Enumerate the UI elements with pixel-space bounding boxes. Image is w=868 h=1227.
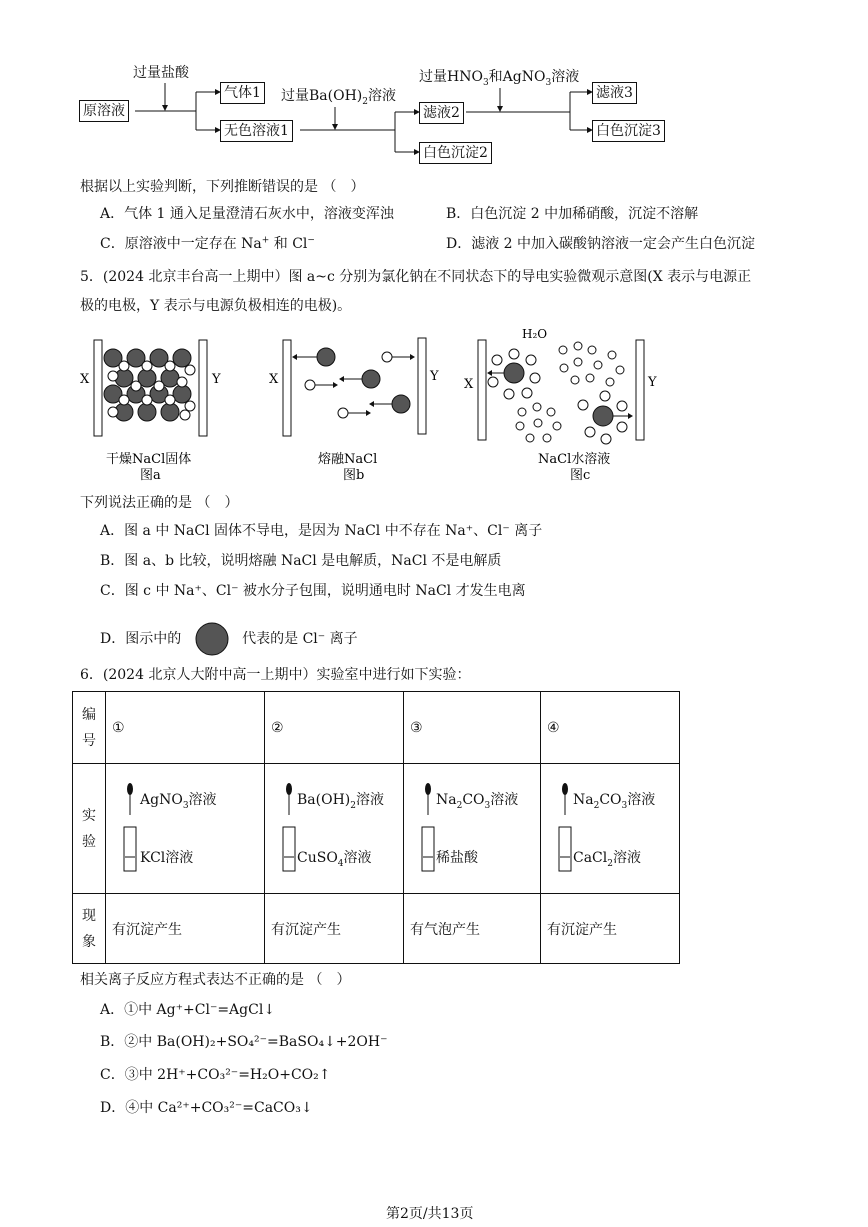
- phenomenon-cell-3: 有气泡产生: [404, 894, 541, 964]
- q5-option-b[interactable]: B．图 a、b 比较，说明熔融 NaCl 是电解质，NaCl 不是电解质: [100, 553, 502, 569]
- fig-c-x-label: X: [464, 377, 474, 392]
- fig-a-y-label: Y: [212, 372, 221, 387]
- q6-question: 相关离子反应方程式表达不正确的是 （ ）: [80, 972, 351, 988]
- id-cell-1: ①: [106, 692, 265, 764]
- row-header-phenomenon: 现象: [73, 894, 106, 964]
- flow-reagent-1: 过量盐酸: [133, 65, 189, 81]
- reagent-top-4: $Na_2CO_3$溶液: [573, 791, 656, 811]
- table-row-experiments: [73, 764, 680, 894]
- fig-b-x-label: X: [269, 372, 279, 387]
- flow-start-box: 原溶液: [79, 100, 129, 122]
- fig-a-x-label: X: [80, 372, 90, 387]
- dropper-tube-icon: [120, 769, 150, 889]
- q6-option-b[interactable]: B．②中 Ba(OH)₂+SO₄²⁻=BaSO₄↓+2OH⁻: [100, 1034, 388, 1050]
- figure-c: [478, 340, 644, 444]
- q4-option-c[interactable]: C．原溶液中一定存在 Na+ 和 Cl−: [100, 235, 315, 252]
- fig-c-caption-1: NaCl水溶液: [538, 452, 611, 467]
- q4-stem: 根据以上实验判断，下列推断错误的是 （ ）: [80, 179, 365, 195]
- flow-reagent-3: 过量$HNO_3$和AgNO$_3$溶液: [419, 69, 580, 88]
- q6-option-c[interactable]: C．③中 2H⁺+CO₃²⁻=H₂O+CO₂↑: [100, 1067, 331, 1083]
- q6-option-d[interactable]: D．④中 Ca²⁺+CO₃²⁻=CaCO₃↓: [100, 1100, 313, 1116]
- reagent-bottom-1: KCl溶液: [140, 849, 194, 866]
- experiment-cell-1: [106, 764, 265, 894]
- row-header-experiment: 实验: [73, 764, 106, 894]
- q6-stem: 6．(2024 北京人大附中高一上期中）实验室中进行如下实验：: [80, 667, 471, 683]
- flow-precip-3-box: 白色沉淀3: [592, 120, 665, 142]
- figure-b: [283, 338, 426, 436]
- reagent-top-1: AgNO$_3$溶液: [140, 791, 217, 811]
- experiment-cell-4: [541, 764, 680, 894]
- dropper-tube-icon: [418, 769, 448, 889]
- reagent-top-2: $Ba(OH)_2$溶液: [297, 791, 384, 811]
- fig-b-y-label: Y: [430, 369, 439, 384]
- fig-c-water-label: H₂O: [522, 327, 548, 341]
- dropper-tube-icon: [279, 769, 309, 889]
- fig-b-caption-1: 熔融NaCl: [318, 452, 378, 467]
- q5-option-d[interactable]: D．图示中的 代表的是 Cl⁻ 离子: [100, 622, 358, 656]
- flow-reagent-2: 过量$Ba(OH)_2$溶液: [281, 88, 396, 107]
- page-number: 第2页/共13页: [386, 1206, 474, 1222]
- q5-stem-line2: 极的电极，Y 表示与电源负极相连的电极)。: [80, 298, 352, 314]
- fig-c-caption-2: 图c: [570, 468, 591, 483]
- reagent-top-3: $Na_2CO_3$溶液: [436, 791, 519, 811]
- q4-option-d[interactable]: D．滤液 2 中加入碳酸钠溶液一定会产生白色沉淀: [446, 236, 756, 252]
- fig-c-y-label: Y: [648, 375, 657, 390]
- flow-solution-1-box: 无色溶液1: [220, 120, 293, 142]
- reagent-bottom-2: CuSO$_4$溶液: [297, 849, 372, 869]
- flow-gas-1-box: 气体1: [220, 82, 265, 104]
- q5-figures: [0, 320, 868, 490]
- q5-stem-line1: 5．(2024 北京丰台高一上期中）图 a~c 分别为氯化钠在不同状态下的导电实验微观示意图(X 表示与电源正: [80, 269, 752, 285]
- id-cell-2: ②: [265, 692, 404, 764]
- q6-option-a[interactable]: A．①中 Ag⁺+Cl⁻=AgCl↓: [100, 1002, 276, 1018]
- fig-a-caption-1: 干燥NaCl固体: [106, 452, 192, 467]
- q5-option-a[interactable]: A．图 a 中 NaCl 固体不导电，是因为 NaCl 中不存在 Na⁺、Cl⁻ 离子: [100, 523, 543, 539]
- reagent-bottom-3: 稀盐酸: [436, 849, 478, 866]
- dropper-tube-icon: [555, 769, 585, 889]
- phenomenon-cell-1: 有沉淀产生: [106, 894, 265, 964]
- reagent-bottom-4: CaCl$_2$溶液: [573, 849, 641, 869]
- id-cell-4: ④: [541, 692, 680, 764]
- fig-a-caption-2: 图a: [140, 468, 161, 483]
- phenomenon-cell-2: 有沉淀产生: [265, 894, 404, 964]
- fig-b-caption-2: 图b: [343, 468, 365, 483]
- q5-question: 下列说法正确的是 （ ）: [80, 495, 239, 511]
- table-row-ids: [73, 692, 680, 764]
- experiment-cell-2: [265, 764, 404, 894]
- id-cell-3: ③: [404, 692, 541, 764]
- large-dark-ion-icon: [192, 622, 232, 656]
- q4-option-b[interactable]: B．白色沉淀 2 中加稀硝酸，沉淀不溶解: [446, 206, 699, 222]
- experiment-table: [72, 691, 680, 964]
- figure-a: [94, 340, 207, 436]
- q5-option-c[interactable]: C．图 c 中 Na⁺、Cl⁻ 被水分子包围，说明通电时 NaCl 才发生电离: [100, 583, 526, 599]
- table-row-phenomena: [73, 894, 680, 964]
- flow-precip-2-box: 白色沉淀2: [419, 142, 492, 164]
- q4-option-a[interactable]: A．气体 1 通入足量澄清石灰水中，溶液变浑浊: [100, 206, 394, 222]
- experiment-cell-3: [404, 764, 541, 894]
- row-header-id: 编号: [73, 692, 106, 764]
- flow-filtrate-3-box: 滤液3: [592, 82, 637, 104]
- flow-filtrate-2-box: 滤液2: [419, 102, 464, 124]
- phenomenon-cell-4: 有沉淀产生: [541, 894, 680, 964]
